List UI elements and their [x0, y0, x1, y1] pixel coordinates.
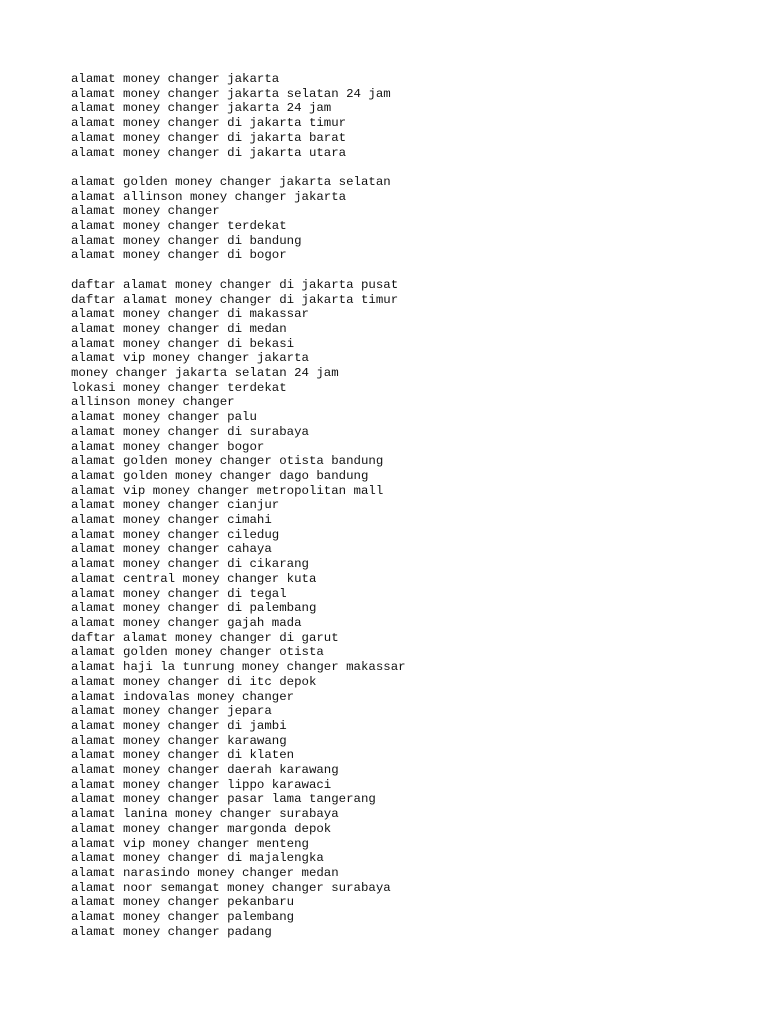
text-line: alamat money changer di jakarta barat — [71, 130, 347, 145]
text-line: alamat central money changer kuta — [71, 571, 317, 586]
text-line: lokasi money changer terdekat — [71, 380, 287, 395]
text-line: alamat golden money changer otista — [71, 645, 324, 660]
text-line: daftar alamat money changer di jakarta pusat — [71, 277, 399, 292]
text-line: alamat money changer bogor — [71, 439, 265, 454]
text-line: alamat money changer margonda depok — [71, 821, 332, 836]
text-line: alamat money changer di palembang — [71, 601, 317, 616]
paragraph — [71, 175, 751, 263]
text-line: alamat money changer jepara — [71, 704, 272, 719]
text-line: money changer jakarta selatan 24 jam — [71, 366, 339, 381]
text-line: alamat haji la tunrung money changer makassar — [71, 660, 406, 675]
text-line: allinson money changer — [71, 395, 235, 410]
text-line: alamat money changer palembang — [71, 910, 295, 925]
text-line: alamat money changer ciledug — [71, 527, 280, 542]
text-line: alamat money changer di bogor — [71, 248, 287, 263]
text-line: alamat money changer jakarta selatan 24 jam — [71, 86, 391, 101]
text-line: alamat money changer di jakarta timur — [71, 116, 347, 131]
text-line: alamat money changer jakarta — [71, 72, 280, 86]
text-line: alamat golden money changer jakarta selatan — [71, 174, 391, 189]
text-line: alamat money changer karawang — [71, 733, 287, 748]
text-line: alamat money changer palu — [71, 410, 257, 425]
text-line: alamat money changer pekanbaru — [71, 895, 295, 910]
text-line: alamat money changer terdekat — [71, 219, 287, 234]
text-line: alamat money changer cahaya — [71, 542, 272, 557]
text-line: alamat money changer di cikarang — [71, 557, 309, 572]
text-line: alamat money changer di klaten — [71, 748, 295, 763]
text-line: alamat money changer cimahi — [71, 513, 272, 528]
text-line: alamat noor semangat money changer surabaya — [71, 880, 391, 895]
text-line: alamat money changer — [71, 204, 220, 219]
text-line: alamat money changer di bekasi — [71, 336, 295, 351]
text-line: alamat money changer di surabaya — [71, 424, 309, 439]
text-line: alamat money changer di itc depok — [71, 674, 317, 689]
text-line: alamat money changer di jakarta utara — [71, 145, 347, 160]
text-line: alamat vip money changer menteng — [71, 836, 309, 851]
text-line: alamat money changer cianjur — [71, 498, 280, 513]
text-line: alamat money changer di majalengka — [71, 851, 324, 866]
text-line: alamat money changer di bandung — [71, 233, 302, 248]
text-line: daftar alamat money changer di garut — [71, 630, 339, 645]
paragraph — [71, 278, 751, 940]
text-line: alamat lanina money changer surabaya — [71, 807, 339, 822]
text-line: alamat money changer di medan — [71, 321, 287, 336]
text-line: alamat money changer pasar lama tangerang — [71, 792, 376, 807]
text-line: alamat money changer di makassar — [71, 307, 309, 322]
paragraph — [71, 72, 751, 160]
text-line: daftar alamat money changer di jakarta timur — [71, 292, 399, 307]
text-line: alamat money changer padang — [71, 924, 272, 939]
text-line: alamat money changer daerah karawang — [71, 763, 339, 778]
text-line: alamat allinson money changer jakarta — [71, 189, 347, 204]
text-line: alamat money changer gajah mada — [71, 615, 302, 630]
text-line: alamat golden money changer otista bandung — [71, 454, 384, 469]
text-line: alamat money changer jakarta 24 jam — [71, 101, 332, 116]
text-line: alamat indovalas money changer — [71, 689, 295, 704]
text-line: alamat money changer di tegal — [71, 586, 287, 601]
text-line: alamat narasindo money changer medan — [71, 865, 339, 880]
text-line: alamat golden money changer dago bandung — [71, 468, 369, 483]
document-page — [71, 72, 751, 939]
text-line: alamat money changer lippo karawaci — [71, 777, 332, 792]
text-line: alamat money changer di jambi — [71, 718, 287, 733]
text-line: alamat vip money changer jakarta — [71, 351, 309, 366]
text-line: alamat vip money changer metropolitan mall — [71, 483, 384, 498]
